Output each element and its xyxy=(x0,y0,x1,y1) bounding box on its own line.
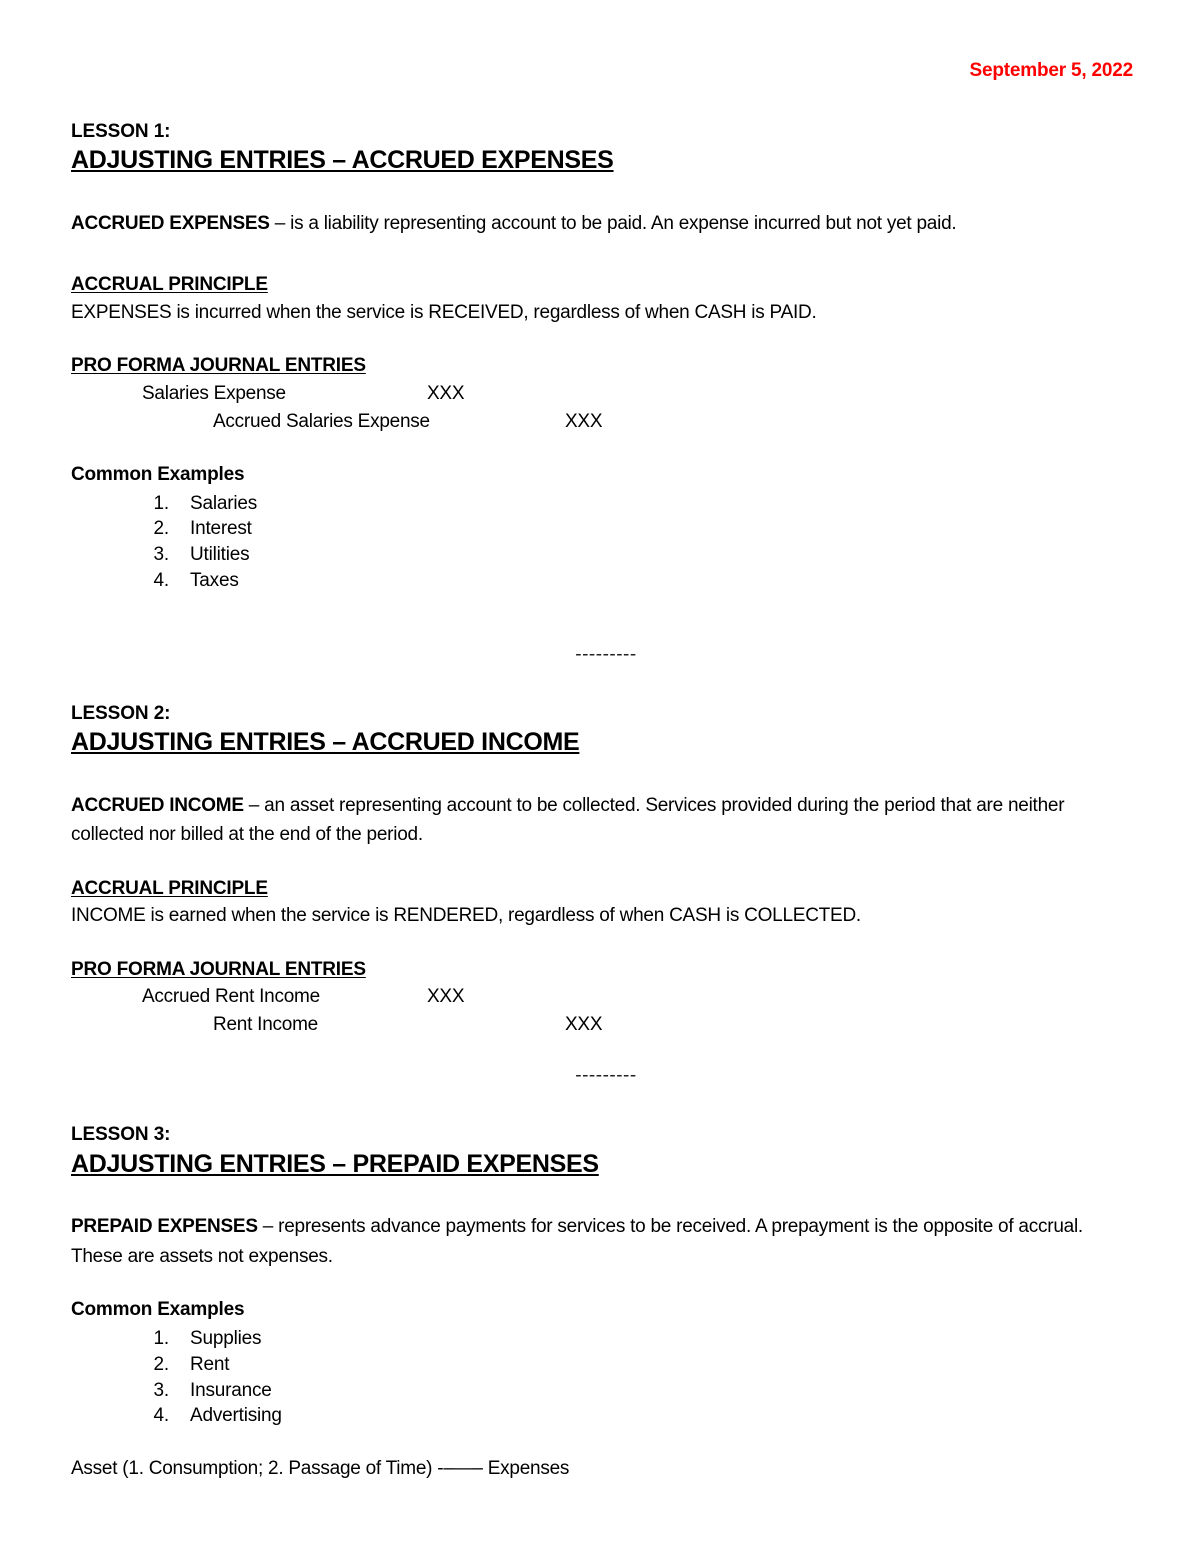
lesson-3-definition-body: – represents advance payments for services to be received. A prepayment is the opposite of accrual. These are assets not expenses. xyxy=(71,1216,1083,1267)
lesson-2-definition-body: – an asset representing account to be collected. Services provided during the period that are neither collected nor billed at the end of the period. xyxy=(71,794,1065,846)
journal-entry-amount: XXX xyxy=(427,986,465,1008)
list-item: 4. Advertising xyxy=(174,1403,1133,1429)
lesson-3-closing-note: Asset (1. Consumption; 2. Passage of Time) -–—– Expenses xyxy=(71,1458,570,1480)
lesson-3-title-wrap xyxy=(71,1148,1133,1181)
lesson-3-examples-list xyxy=(71,1326,1133,1429)
journal-entry-account: Accrued Salaries Expense xyxy=(213,411,430,433)
lesson-1-accrual-heading-wrap xyxy=(71,272,1133,299)
spacer xyxy=(71,1194,1133,1212)
journal-entry-row xyxy=(71,1011,1133,1039)
spacer xyxy=(71,191,1133,209)
spacer xyxy=(71,246,1133,272)
spacer xyxy=(71,327,1133,353)
lesson-2-section xyxy=(71,701,1133,1040)
list-item: 3. Insurance xyxy=(174,1378,1133,1404)
lesson-2-title-wrap xyxy=(71,726,1133,759)
section-separator: --------- xyxy=(575,1065,637,1087)
document-content xyxy=(71,60,1133,1484)
lesson-1-accrual-heading: ACCRUAL PRINCIPLE xyxy=(71,274,268,296)
spacer xyxy=(71,773,1133,791)
spacer xyxy=(71,436,1133,462)
list-item: 1. Salaries xyxy=(174,491,1133,517)
journal-entry-account: Salaries Expense xyxy=(142,383,286,405)
journal-entry-row xyxy=(71,983,1133,1011)
lesson-3-label: LESSON 3: xyxy=(71,1124,171,1146)
list-item: 2. Interest xyxy=(174,516,1133,542)
lesson-2-title: ADJUSTING ENTRIES – ACCRUED INCOME xyxy=(71,728,580,757)
lesson-1-definition-body: – is a liability representing account to be paid. An expense incurred but not yet paid. xyxy=(269,212,957,234)
lesson-1-accrual-body: EXPENSES is incurred when the service is RECEIVED, regardless of when CASH is PAID. xyxy=(71,301,817,323)
spacer xyxy=(71,594,1133,644)
lesson-1-definition xyxy=(71,209,1133,238)
lesson-2-journal-heading: PRO FORMA JOURNAL ENTRIES xyxy=(71,958,366,980)
lesson-2-label: LESSON 2: xyxy=(71,702,171,724)
section-separator: --------- xyxy=(575,643,637,665)
spacer xyxy=(71,667,1133,701)
spacer xyxy=(71,1429,1133,1455)
lesson-1-journal-heading-wrap xyxy=(71,353,1133,380)
journal-entry-account: Accrued Rent Income xyxy=(142,986,320,1008)
list-item: 4. Taxes xyxy=(174,568,1133,594)
lesson-1-section xyxy=(71,119,1133,594)
list-item: 3. Utilities xyxy=(174,542,1133,568)
lesson-3-examples-heading: Common Examples xyxy=(71,1299,245,1321)
lesson-1-title: ADJUSTING ENTRIES – ACCRUED EXPENSES xyxy=(71,146,614,175)
lesson-2-definition-term: ACCRUED INCOME xyxy=(71,794,244,816)
lesson-3-section xyxy=(71,1122,1133,1483)
spacer xyxy=(71,858,1133,876)
lesson-2-definition xyxy=(71,791,1133,850)
lesson-3-definition-term: PREPAID EXPENSES xyxy=(71,1216,258,1238)
journal-entry-row xyxy=(71,380,1133,408)
journal-entry-amount: XXX xyxy=(427,383,465,405)
lesson-2-accrual-heading-wrap xyxy=(71,876,1133,903)
lesson-2-journal-heading-wrap xyxy=(71,957,1133,984)
lesson-3-definition xyxy=(71,1212,1133,1271)
journal-entry-account: Rent Income xyxy=(213,1014,318,1036)
document-date: September 5, 2022 xyxy=(969,60,1133,81)
lesson-3-title: ADJUSTING ENTRIES – PREPAID EXPENSES xyxy=(71,1149,599,1178)
lesson-1-journal-heading: PRO FORMA JOURNAL ENTRIES xyxy=(71,355,366,377)
lesson-1-label: LESSON 1: xyxy=(71,120,171,142)
lesson-2-accrual-heading: ACCRUAL PRINCIPLE xyxy=(71,877,268,899)
journal-entry-row xyxy=(71,408,1133,436)
lesson-1-definition-term: ACCRUED EXPENSES xyxy=(71,212,270,234)
list-item: 2. Rent xyxy=(174,1352,1133,1378)
journal-entry-amount: XXX xyxy=(565,411,603,433)
lesson-1-examples-list xyxy=(71,491,1133,594)
spacer xyxy=(71,931,1133,957)
list-item: 1. Supplies xyxy=(174,1326,1133,1352)
spacer xyxy=(71,1039,1133,1065)
journal-entry-amount: XXX xyxy=(565,1014,603,1036)
lesson-1-title-wrap xyxy=(71,144,1133,177)
lesson-2-accrual-body: INCOME is earned when the service is RENDERED, regardless of when CASH is COLLECTED. xyxy=(71,905,861,927)
lesson-1-examples-heading: Common Examples xyxy=(71,464,245,486)
spacer xyxy=(71,1088,1133,1122)
spacer xyxy=(71,1279,1133,1297)
